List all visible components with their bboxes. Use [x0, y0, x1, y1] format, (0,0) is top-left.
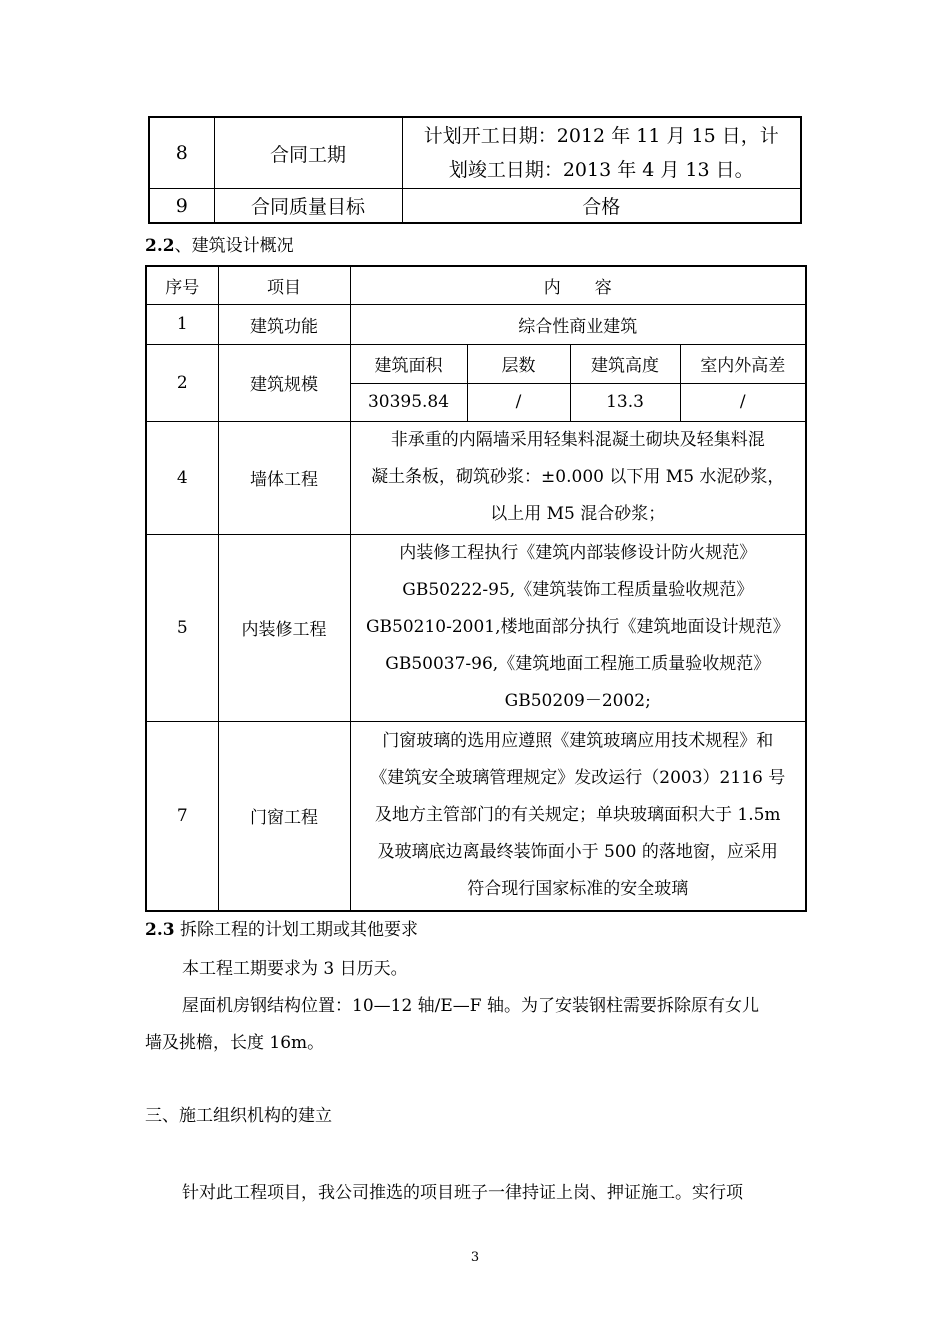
- row-number: 8: [149, 117, 214, 189]
- sub-value: 30395.84: [350, 383, 467, 421]
- content-line: 划竣工日期：2013 年 4 月 13 日。: [448, 159, 754, 181]
- content-line: GB50210-2001,楼地面部分执行《建筑地面设计规范》: [365, 617, 790, 637]
- table-row: [146, 534, 806, 721]
- paragraph: 屋面机房钢结构位置：10—12 轴/E—F 轴。为了安装钢柱需要拆除原有女儿: [182, 996, 760, 1016]
- content-line: 凝土条板，砌筑砂浆：±0.000 以下用 M5 水泥砂浆，: [371, 467, 785, 487]
- row-number: 2: [146, 344, 218, 421]
- content-line: 门窗玻璃的选用应遵照《建筑玻璃应用技术规程》和: [382, 731, 774, 752]
- content-line: 及玻璃底边离最终装饰面小于 500 的落地窗，应采用: [377, 842, 778, 863]
- header-item: 项目: [218, 266, 350, 304]
- row-item: 建筑规模: [218, 344, 350, 421]
- sub-value: /: [680, 383, 806, 421]
- section-title: 、建筑设计概况: [174, 236, 294, 256]
- row-content: 合格: [402, 189, 801, 224]
- content-line: 内装修工程执行《建筑内部装修设计防火规范》: [399, 543, 757, 563]
- content-line: GB50222-95,《建筑装饰工程质量验收规范》: [402, 580, 754, 600]
- row-number: 9: [149, 189, 214, 224]
- section-number: 2.2: [145, 236, 175, 256]
- section-number: 2.3: [145, 920, 175, 940]
- paragraph: 墙及挑檐，长度 16m。: [145, 1033, 325, 1053]
- row-item: 建筑功能: [218, 304, 350, 344]
- sub-header: 建筑面积: [350, 344, 467, 383]
- design-table: [145, 265, 807, 912]
- content-line: 《建筑安全玻璃管理规定》发改运行（2003）2116 号: [370, 768, 786, 789]
- table-row: [149, 189, 801, 224]
- row-content: [350, 534, 806, 721]
- header-content: 内 容: [350, 266, 806, 304]
- row-number: 7: [146, 721, 218, 911]
- row-content: [402, 117, 801, 189]
- row-content: [350, 721, 806, 911]
- row-item: 墙体工程: [218, 421, 350, 534]
- table-row: [146, 344, 806, 383]
- row-item: 合同质量目标: [214, 189, 402, 224]
- content-line: 符合现行国家标准的安全玻璃: [467, 879, 689, 900]
- sub-header: 建筑高度: [570, 344, 680, 383]
- content-line: GB50037-96,《建筑地面工程施工质量验收规范》: [385, 654, 771, 674]
- table-row: [146, 304, 806, 344]
- row-content: [350, 421, 806, 534]
- section-heading-2-2: [145, 231, 294, 256]
- table-row: [149, 117, 801, 189]
- contract-table: [148, 116, 802, 224]
- section-title: 拆除工程的计划工期或其他要求: [174, 920, 418, 940]
- row-item: 合同工期: [214, 117, 402, 189]
- sub-header: 层数: [467, 344, 570, 383]
- table-row: [146, 421, 806, 534]
- row-number: 5: [146, 534, 218, 721]
- row-number: 4: [146, 421, 218, 534]
- row-number: 1: [146, 304, 218, 344]
- section-heading-2-3: [145, 915, 418, 940]
- content-line: 非承重的内隔墙采用轻集料混凝土砌块及轻集料混: [390, 430, 765, 450]
- paragraph: 针对此工程项目，我公司推选的项目班子一律持证上岗、押证施工。实行项: [182, 1183, 743, 1203]
- row-item: 门窗工程: [218, 721, 350, 911]
- paragraph: 本工程工期要求为 3 日历天。: [182, 959, 408, 979]
- sub-header: 室内外高差: [680, 344, 806, 383]
- sub-value: 13.3: [570, 383, 680, 421]
- content-line: 及地方主管部门的有关规定；单块玻璃面积大于 1.5m: [374, 805, 781, 826]
- section-heading-3: 三、施工组织机构的建立: [145, 1106, 332, 1126]
- header-no: 序号: [146, 266, 218, 304]
- table-row: [146, 721, 806, 911]
- content-line: GB50209－2002;: [504, 691, 651, 711]
- table-header-row: [146, 266, 806, 304]
- row-item: 内装修工程: [218, 534, 350, 721]
- row-content: 综合性商业建筑: [350, 304, 806, 344]
- content-line: 计划开工日期：2012 年 11 月 15 日，计: [423, 125, 779, 147]
- content-line: 以上用 M5 混合砂浆；: [490, 504, 666, 524]
- sub-value: /: [467, 383, 570, 421]
- page-number: 3: [470, 1250, 480, 1265]
